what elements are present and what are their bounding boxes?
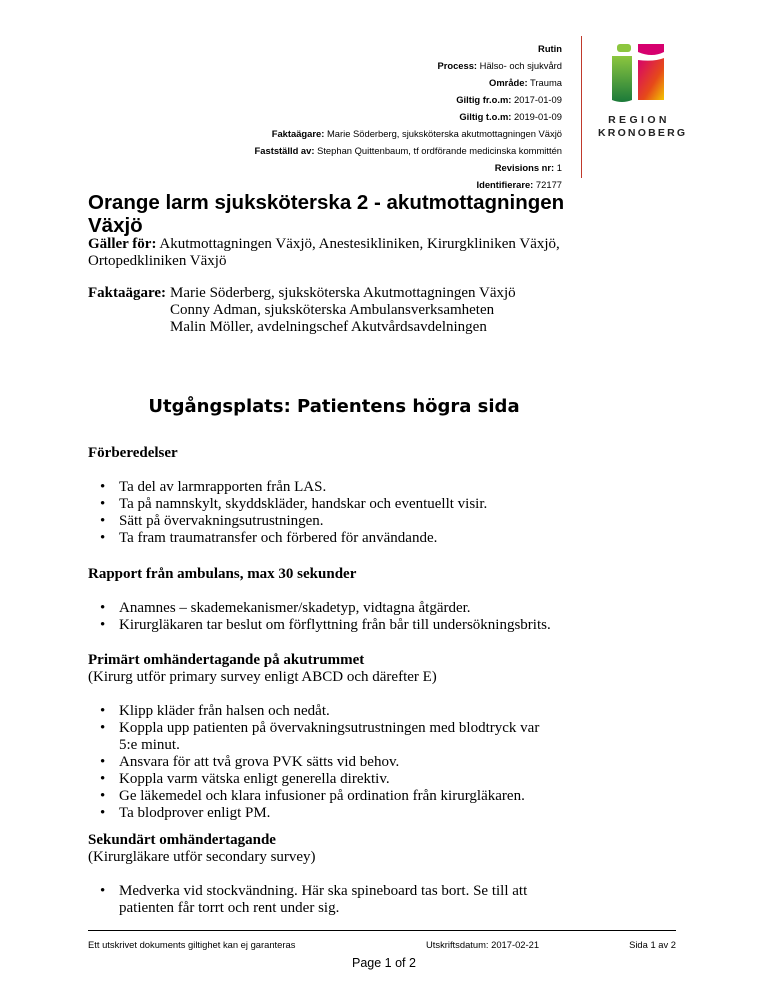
owner-line: Conny Adman, sjuksköterska Ambulansverksamheten <box>170 302 495 318</box>
bullet-list <box>88 479 648 547</box>
list-item: • Ta blodprover enligt PM. <box>88 805 648 822</box>
list-item: • Ta på namnskylt, skyddskläder, handskar och eventuellt visir. <box>88 496 648 513</box>
list-item: • Sätt på övervakningsutrustningen. <box>88 513 648 530</box>
list-item: • Kirurgläkaren tar beslut om förflyttning från bår till undersökningsbrits. <box>88 617 648 634</box>
document-metadata <box>255 40 562 193</box>
applies-value: Akutmottagningen Växjö, Anestesikliniken, Kirurgkliniken Växjö, Ortopedkliniken Växjö <box>88 236 560 269</box>
meta-row-area: Område: Trauma <box>489 77 562 88</box>
meta-row-owner: Faktaägare: Marie Söderberg, sjuksköterska akutmottagningen Växjö <box>271 128 562 139</box>
section-heading: Sekundärt omhändertagande <box>88 832 276 848</box>
footer-print-date: Utskriftsdatum: 2017-02-21 <box>426 939 540 950</box>
list-item: • Ansvara för att två grova PVK sätts vid behov. <box>88 754 648 771</box>
applies-label: Gäller för: <box>88 236 157 252</box>
fact-owners <box>88 285 648 336</box>
bullet-list <box>88 703 648 822</box>
bullet-list <box>88 600 648 634</box>
section-heading: Förberedelser <box>88 445 178 461</box>
section-secondary-care <box>88 832 648 917</box>
section-preparations <box>88 445 648 547</box>
region-kronoberg-logo <box>598 40 688 140</box>
list-item: • Ta fram traumatransfer och förbered för användande. <box>88 530 648 547</box>
section-heading: Rapport från ambulans, max 30 sekunder <box>88 566 357 582</box>
page-title: Orange larm sjuksköterska 2 - akutmottagningen Växjö <box>88 191 565 237</box>
section-subheading: (Kirurgläkare utför secondary survey) <box>88 849 316 865</box>
applies-to <box>88 236 648 270</box>
list-item: • Koppla upp patienten på övervakningsutrustningen med blodtryck var 5:e minut. <box>88 720 648 754</box>
list-item: • Ge läkemedel och klara infusioner på ordination från kirurgläkaren. <box>88 788 648 805</box>
header-divider <box>581 36 582 178</box>
section-heading: Primärt omhändertagande på akutrummet <box>88 652 365 668</box>
meta-row-approved-by: Fastställd av: Stephan Quittenbaum, tf ordförande medicinska kommittén <box>254 145 562 156</box>
list-item: • Klipp kläder från halsen och nedåt. <box>88 703 648 720</box>
list-item: • Koppla varm vätska enligt generella direktiv. <box>88 771 648 788</box>
logo-mark-icon <box>598 40 680 106</box>
list-item: • Anamnes – skademekanismer/skadetyp, vidtagna åtgärder. <box>88 600 648 617</box>
footer-disclaimer: Ett utskrivet dokuments giltighet kan ej garanteras <box>88 939 296 950</box>
section-primary-care <box>88 652 648 822</box>
section-ambulance-report <box>88 566 648 634</box>
meta-row-valid-to: Giltig t.o.m: 2019-01-09 <box>459 111 562 122</box>
owner-line: Malin Möller, avdelningschef Akutvårdsavdelningen <box>170 319 487 335</box>
logo-text-kronoberg: KRONOBERG <box>598 127 688 139</box>
owners-label: Faktaägare: <box>88 285 167 301</box>
meta-row-valid-from: Giltig fr.o.m: 2017-01-09 <box>456 94 562 105</box>
page-number: Page 1 of 2 <box>352 956 416 970</box>
list-item: • Medverka vid stockvändning. Här ska spineboard tas bort. Se till att patienten får torrt och rent under sig. <box>88 883 648 917</box>
meta-row-revision: Revisions nr: 1 <box>494 162 562 173</box>
doc-type: Rutin <box>538 43 562 54</box>
section-subtitle: Utgångsplats: Patientens högra sida <box>148 396 520 417</box>
meta-row-process: Process: Hälso- och sjukvård <box>437 60 562 71</box>
page-footer <box>88 930 676 950</box>
logo-text-region: REGION <box>608 114 670 126</box>
owner-line: Marie Söderberg, sjuksköterska Akutmottagningen Växjö <box>170 285 516 301</box>
list-item: • Ta del av larmrapporten från LAS. <box>88 479 648 496</box>
section-subheading: (Kirurg utför primary survey enligt ABCD och därefter E) <box>88 669 437 685</box>
meta-row-identifier: Identifierare: 72177 <box>476 179 562 190</box>
bullet-list <box>88 883 648 917</box>
footer-page-count: Sida 1 av 2 <box>629 939 676 950</box>
